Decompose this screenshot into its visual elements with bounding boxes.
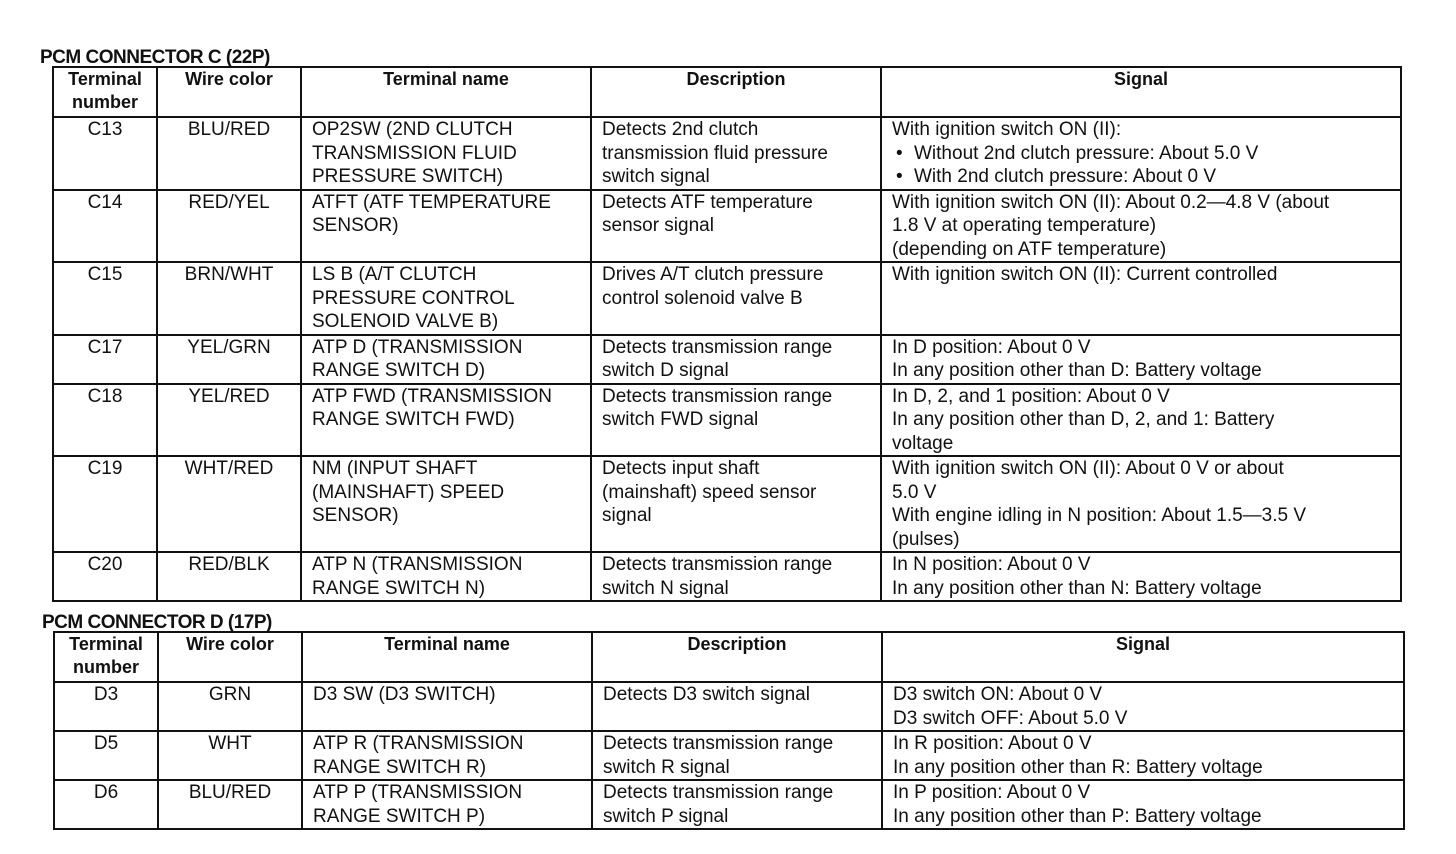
wire-color-cell: BRN/WHT — [157, 262, 301, 335]
description-line: switch FWD signal — [602, 409, 759, 430]
signal-cell — [881, 262, 1401, 335]
table-row — [54, 731, 1404, 780]
wire-color-cell: BLU/RED — [158, 780, 302, 829]
signal-line: In P position: About 0 V — [893, 782, 1091, 803]
terminal-number-cell: C14 — [53, 190, 157, 263]
wire-color-cell: BLU/RED — [157, 117, 301, 190]
bullet-text: With 2nd clutch pressure: About 0 V — [914, 166, 1217, 187]
terminal-name-cell — [301, 262, 591, 335]
header-signal: Signal — [881, 67, 1401, 117]
description-line: (mainshaft) speed sensor — [602, 481, 817, 503]
table-row — [53, 335, 1401, 384]
description-line: control solenoid valve B — [602, 287, 803, 309]
header-terminal-name: Terminal name — [301, 67, 591, 117]
terminal-number-cell: D5 — [54, 731, 158, 780]
terminal-name-line: (MAINSHAFT) SPEED — [312, 481, 505, 503]
terminal-number-cell: C15 — [53, 262, 157, 335]
signal-line: With ignition switch ON (II): Current controlled — [892, 264, 1278, 285]
signal-bullet-line — [892, 165, 1390, 189]
header-terminal-name: Terminal name — [302, 632, 592, 682]
signal-bullet-line — [892, 142, 1390, 166]
header-number: number — [72, 657, 139, 677]
header-terminal: Terminal — [69, 634, 143, 654]
terminal-number-cell: C20 — [53, 552, 157, 601]
description-cell — [591, 190, 881, 263]
description-line: Detects input shaft — [602, 458, 760, 479]
terminal-name-line: NM (INPUT SHAFT — [312, 458, 478, 479]
wire-color-cell: RED/BLK — [157, 552, 301, 601]
header-row — [54, 632, 1404, 682]
table-row — [53, 117, 1401, 190]
signal-line: In any position other than N: Battery voltage — [892, 577, 1262, 599]
signal-line: With ignition switch ON (II): About 0 V or about — [892, 458, 1284, 479]
description-line: Detects transmission range — [603, 782, 834, 803]
signal-cell — [882, 731, 1404, 780]
terminal-name-cell — [301, 456, 591, 552]
terminal-name-line: RANGE SWITCH R) — [313, 756, 487, 778]
header-wire-color: Wire color — [157, 67, 301, 117]
signal-cell — [881, 552, 1401, 601]
terminal-name-cell — [301, 117, 591, 190]
wire-color-cell: WHT — [158, 731, 302, 780]
description-line: Detects transmission range — [602, 336, 833, 358]
terminal-name-line: D3 SW (D3 SWITCH) — [313, 684, 496, 705]
signal-line: In D, 2, and 1 position: About 0 V — [892, 385, 1170, 407]
header-wire-color: Wire color — [158, 632, 302, 682]
description-line: switch N signal — [602, 577, 729, 599]
terminal-name-line: LS B (A/T CLUTCH — [312, 264, 477, 285]
wire-color-cell: GRN — [158, 682, 302, 731]
signal-line: In D position: About 0 V — [892, 336, 1091, 358]
description-line: switch signal — [602, 166, 710, 187]
description-cell — [591, 117, 881, 190]
wire-color-cell: WHT/RED — [157, 456, 301, 552]
description-line: transmission fluid pressure — [602, 142, 828, 164]
description-line: switch P signal — [603, 805, 729, 827]
terminal-name-cell — [302, 682, 592, 731]
wire-color-cell: YEL/GRN — [157, 335, 301, 384]
signal-cell — [881, 384, 1401, 457]
description-cell — [592, 780, 882, 829]
terminal-number-cell: C17 — [53, 335, 157, 384]
signal-line: With ignition switch ON (II): About 0.2—4.8 V (about — [892, 191, 1330, 213]
terminal-name-cell — [302, 731, 592, 780]
description-line: Detects transmission range — [602, 554, 833, 575]
signal-line: In any position other than D: Battery voltage — [892, 360, 1262, 381]
signal-line: (pulses) — [892, 528, 960, 550]
description-cell — [591, 262, 881, 335]
table-row — [53, 384, 1401, 457]
signal-cell — [881, 335, 1401, 384]
description-line: Detects transmission range — [603, 733, 834, 754]
terminal-name-line: ATP FWD (TRANSMISSION — [312, 385, 552, 407]
bullet-icon: • — [896, 142, 903, 164]
terminal-name-cell — [301, 335, 591, 384]
terminal-name-line: ATP R (TRANSMISSION — [313, 733, 524, 754]
connector-c-table — [52, 66, 1402, 602]
signal-cell — [881, 456, 1401, 552]
signal-cell — [881, 117, 1401, 190]
description-cell — [592, 682, 882, 731]
signal-cell — [882, 780, 1404, 829]
wire-color-cell: RED/YEL — [157, 190, 301, 263]
table-row — [54, 682, 1404, 731]
terminal-name-line: ATP N (TRANSMISSION — [312, 554, 523, 575]
description-line: Detects 2nd clutch — [602, 119, 759, 140]
terminal-number-cell: C18 — [53, 384, 157, 457]
terminal-name-line: ATP D (TRANSMISSION — [312, 336, 523, 358]
header-terminal-number — [54, 632, 158, 682]
signal-line: In any position other than R: Battery voltage — [893, 756, 1263, 778]
terminal-name-line: SOLENOID VALVE B) — [312, 311, 499, 332]
description-line: switch R signal — [603, 756, 730, 778]
terminal-name-line: RANGE SWITCH D) — [312, 360, 486, 381]
header-row — [53, 67, 1401, 117]
signal-line: voltage — [892, 432, 954, 454]
terminal-name-line: RANGE SWITCH FWD) — [312, 409, 515, 430]
terminal-number-cell: C19 — [53, 456, 157, 552]
description-cell — [591, 456, 881, 552]
header-number: number — [71, 92, 138, 112]
connector-d-table — [53, 631, 1405, 830]
header-description: Description — [591, 67, 881, 117]
terminal-name-line: PRESSURE SWITCH) — [312, 166, 504, 187]
header-terminal-number — [53, 67, 157, 117]
terminal-number-cell: D3 — [54, 682, 158, 731]
description-line: Detects transmission range — [602, 385, 833, 407]
description-line: Detects ATF temperature — [602, 191, 813, 213]
signal-line: 5.0 V — [892, 481, 937, 503]
description-line: switch D signal — [602, 360, 729, 381]
description-cell — [591, 384, 881, 457]
description-cell — [591, 552, 881, 601]
terminal-name-cell — [301, 190, 591, 263]
signal-line: In N position: About 0 V — [892, 554, 1091, 575]
signal-line: In R position: About 0 V — [893, 733, 1092, 754]
signal-line: With ignition switch ON (II): — [892, 119, 1122, 140]
signal-line: In any position other than D, 2, and 1: Battery — [892, 409, 1275, 430]
wire-color-cell: YEL/RED — [157, 384, 301, 457]
terminal-name-line: ATP P (TRANSMISSION — [313, 782, 523, 803]
terminal-name-line: PRESSURE CONTROL — [312, 287, 515, 309]
signal-cell — [882, 682, 1404, 731]
signal-line: (depending on ATF temperature) — [892, 238, 1167, 260]
signal-line: In any position other than P: Battery voltage — [893, 805, 1262, 827]
description-line: sensor signal — [602, 215, 714, 236]
connector-d-title: PCM CONNECTOR D (17P) — [42, 612, 272, 633]
terminal-number-cell: C13 — [53, 117, 157, 190]
terminal-name-cell — [301, 384, 591, 457]
header-description: Description — [592, 632, 882, 682]
table-row — [53, 552, 1401, 601]
terminal-name-line: SENSOR) — [312, 505, 399, 526]
signal-line: With engine idling in N position: About 1.5—3.5 V — [892, 505, 1307, 526]
bullet-text: Without 2nd clutch pressure: About 5.0 V — [914, 142, 1259, 164]
terminal-name-line: ATFT (ATF TEMPERATURE — [312, 191, 551, 213]
terminal-name-line: OP2SW (2ND CLUTCH — [312, 119, 513, 140]
connector-c-title: PCM CONNECTOR C (22P) — [40, 47, 270, 68]
table-row — [53, 190, 1401, 263]
terminal-number-cell: D6 — [54, 780, 158, 829]
bullet-icon: • — [896, 166, 903, 187]
signal-line: 1.8 V at operating temperature) — [892, 215, 1157, 236]
description-line: Detects D3 switch signal — [603, 684, 810, 705]
description-line: Drives A/T clutch pressure — [602, 264, 824, 285]
terminal-name-line: RANGE SWITCH P) — [313, 805, 486, 827]
description-line: signal — [602, 505, 652, 526]
table-row — [53, 456, 1401, 552]
description-cell — [591, 335, 881, 384]
terminal-name-cell — [302, 780, 592, 829]
terminal-name-cell — [301, 552, 591, 601]
description-cell — [592, 731, 882, 780]
table-row — [53, 262, 1401, 335]
terminal-name-line: TRANSMISSION FLUID — [312, 142, 517, 164]
signal-line: D3 switch OFF: About 5.0 V — [893, 707, 1128, 729]
signal-cell — [881, 190, 1401, 263]
signal-line: D3 switch ON: About 0 V — [893, 684, 1103, 705]
header-signal: Signal — [882, 632, 1404, 682]
terminal-name-line: SENSOR) — [312, 215, 399, 236]
terminal-name-line: RANGE SWITCH N) — [312, 577, 486, 599]
table-row — [54, 780, 1404, 829]
header-terminal: Terminal — [68, 69, 142, 89]
